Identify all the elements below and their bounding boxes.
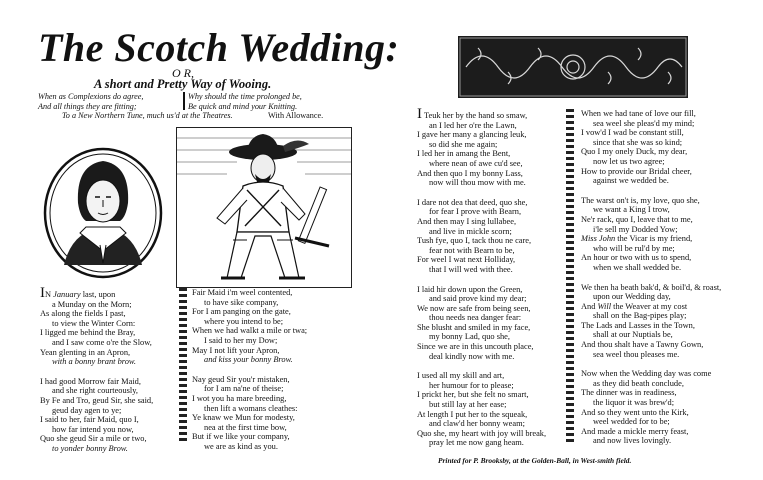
ballad-title: The Scotch Wedding: bbox=[38, 25, 400, 70]
verse-line: who will be rul'd by me; bbox=[593, 243, 675, 253]
cavalier-woodcut bbox=[176, 127, 352, 288]
verse-line: The dinner was in readiness, bbox=[581, 388, 677, 398]
verse-line: Since we are in this uncouth place, bbox=[417, 342, 534, 352]
verse-line: But if we like your company, bbox=[192, 432, 290, 442]
verse-line: I vow'd I wad be constant still, bbox=[581, 128, 684, 138]
stanza-gap bbox=[417, 361, 546, 371]
verse-line: for I am na'ne of theise; bbox=[204, 384, 284, 394]
verse-line: I gave her many a glancing leuk, bbox=[417, 130, 527, 140]
imprint-line: Printed for P. Brooksby, at the Golden-Ball, in West-smith field. bbox=[438, 456, 632, 465]
verse-line: upon our Wedding day, bbox=[593, 292, 671, 302]
verse-line: For I am panging on the gate, bbox=[192, 307, 291, 317]
ballad-subtitle: A short and Pretty Way of Wooing. bbox=[94, 77, 272, 91]
verse-line: When we had tane of love our fill, bbox=[581, 109, 696, 118]
verse-line: We then ha beath bak'd, & boil'd, & roast, bbox=[581, 282, 722, 292]
verse-line: I dare not dea that deed, quo she, bbox=[417, 197, 528, 207]
verse-line: where nean of awe cu'd see, bbox=[429, 158, 523, 168]
verse-line: my bonny Lad, quo she, bbox=[429, 332, 510, 342]
verse-line: her humour for to please; bbox=[429, 380, 514, 390]
verse-line: I had good Morrow fair Maid, bbox=[40, 376, 141, 386]
verse-line: and now lives lovingly. bbox=[593, 436, 672, 446]
verse-line: Fair Maid i'm weel contented, bbox=[192, 288, 293, 297]
verse-line: i'le sell my Dodded Yow; bbox=[593, 224, 678, 234]
verse-line: since that she was so kind; bbox=[593, 137, 683, 147]
verse-line: then lift a womans cleathes: bbox=[204, 403, 298, 413]
verse-line: And so they went unto the Kirk, bbox=[581, 407, 689, 417]
woman-portrait-woodcut bbox=[42, 147, 164, 280]
verse-line: Quo she, my heart with joy will break, bbox=[417, 428, 547, 438]
verse-line: and claw'd her bonny weam; bbox=[429, 419, 525, 429]
verse-line: to have sike company, bbox=[204, 297, 279, 307]
verse-line: to yonder bonny Brow. bbox=[52, 443, 128, 453]
verse-column-2 bbox=[192, 288, 307, 452]
verse-line: shall at our Nuptials be, bbox=[593, 330, 673, 340]
verse-line: and I saw come o're the Slow, bbox=[52, 337, 152, 347]
stanza-gap bbox=[417, 188, 546, 198]
verse-line: to view the Winter Corn: bbox=[52, 318, 136, 328]
verse-line: As along the fields I past, bbox=[40, 309, 126, 319]
verse-line: and she right courteously, bbox=[52, 386, 138, 396]
tune-line: To a New Northern Tune, much us'd at the Theatres. bbox=[62, 111, 233, 120]
verse-line: By Fe and Tro, geud Sir, she said, bbox=[40, 395, 154, 405]
verse-line: sea weel she pleas'd my mind; bbox=[593, 118, 695, 128]
intro-right bbox=[188, 92, 302, 111]
verse-line: For weel I wat next Holliday, bbox=[417, 255, 516, 265]
verse-column-4 bbox=[581, 109, 721, 446]
verse-column-1 bbox=[40, 285, 154, 454]
verse-line: And then quo I my bonny Lass, bbox=[417, 168, 523, 178]
verse-line: The Lads and Lasses in the Town, bbox=[581, 320, 695, 330]
verse-line: May I not lift your Apron, bbox=[192, 345, 280, 355]
verse-line: I said to her, fair Maid, quo I, bbox=[40, 415, 139, 425]
verse-line: Ne'r rack, quo I, leave that to me, bbox=[581, 214, 693, 224]
verse-line: we are as kind as you. bbox=[204, 441, 278, 451]
verse-line: with a bonny brant brow. bbox=[52, 357, 136, 367]
verse-line: we want a King I trow, bbox=[593, 205, 670, 215]
verse-line: I laid hir down upon the Green, bbox=[417, 284, 523, 294]
verse-line: And then may I sing lullabee, bbox=[417, 216, 517, 226]
intro-line: When as Complexions do agree, bbox=[38, 92, 144, 101]
verse-line: The warst on't is, my love, quo she, bbox=[581, 195, 700, 205]
verse-line: Miss John the Vicar is my friend, bbox=[581, 234, 693, 244]
verse-line: I used all my skill and art, bbox=[417, 371, 505, 381]
verse-line: shall on the Bag-pipes play; bbox=[593, 311, 687, 321]
verse-line: I led her in amang the Bent, bbox=[417, 149, 511, 159]
verse-line: Ye knaw we Mun for modesty, bbox=[192, 413, 295, 423]
verse-line: fear not with Bearn to be, bbox=[429, 245, 515, 255]
verse-line: now let us two agree; bbox=[593, 156, 665, 166]
intro-line: And all things they are fitting; bbox=[38, 101, 137, 111]
verse-line: IN January last, upon bbox=[40, 285, 116, 301]
stanza-gap bbox=[581, 273, 721, 283]
verse-line: An hour or two with us to spend, bbox=[581, 253, 692, 263]
verse-line: sea weel thou pleases me. bbox=[593, 349, 680, 359]
allowance-note: With Allowance. bbox=[268, 111, 324, 120]
intro-left bbox=[38, 92, 143, 111]
verse-line: so did she me again; bbox=[429, 139, 498, 149]
verse-column-3 bbox=[417, 106, 547, 448]
verse-line: She blusht and smiled in my face, bbox=[417, 322, 531, 332]
verse-line: and kiss your bonny Brow. bbox=[204, 355, 293, 365]
verse-line: At length I put her to the squeak, bbox=[417, 409, 528, 419]
stanza-gap bbox=[581, 359, 721, 369]
verse-line: Yean glenting in an Apron, bbox=[40, 347, 131, 357]
verse-line: a Munday on the Morn; bbox=[52, 299, 132, 309]
verse-line: an I led her o're the Lawn, bbox=[429, 120, 517, 130]
verse-line: And Will the Weaver at my cost bbox=[581, 301, 688, 311]
decorative-ornament-band bbox=[458, 36, 688, 98]
ornament-divider bbox=[566, 109, 574, 443]
verse-line: How to provide our Bridal cheer, bbox=[581, 166, 692, 176]
verse-line: We now are safe from being seen, bbox=[417, 303, 531, 313]
verse-line: how far intend you now, bbox=[52, 424, 134, 434]
verse-line: when we shall wedded be. bbox=[593, 262, 682, 272]
verse-line: but still lay at her ease; bbox=[429, 400, 507, 410]
or-connector: O R, bbox=[172, 66, 194, 80]
verse-line: Nay geud Sir you'r mistaken, bbox=[192, 374, 290, 384]
verse-line: where you intend to be; bbox=[204, 316, 284, 326]
verse-line: Quo I my onely Duck, my dear, bbox=[581, 147, 688, 157]
verse-line: I ligged me behind the Bray, bbox=[40, 328, 136, 338]
verse-line: for fear I prove with Bearn, bbox=[429, 207, 522, 217]
verse-line: Quo she geud Sir a mile or two, bbox=[40, 434, 147, 444]
verse-line: the liquor it was brew'd; bbox=[593, 398, 675, 408]
verse-line: I Teuk her by the hand so smaw, bbox=[417, 106, 528, 122]
stanza-gap bbox=[192, 365, 307, 375]
verse-line: and live in mickle scorn; bbox=[429, 226, 512, 236]
verse-line: Tush fye, quo I, tack thou ne care, bbox=[417, 236, 532, 246]
stanza-gap bbox=[417, 275, 546, 285]
verse-line: I prickt her, but she felt no smart, bbox=[417, 390, 529, 400]
verse-line: I said to her my Dow; bbox=[204, 335, 278, 345]
verse-line: as they did beath conclude, bbox=[593, 378, 684, 388]
verse-line: And thou shalt have a Tawny Gown, bbox=[581, 340, 704, 350]
verse-line: deal kindly now with me. bbox=[429, 351, 515, 361]
ornament-divider bbox=[179, 288, 187, 444]
intro-line: Be quick and mind your Knitting. bbox=[188, 101, 298, 111]
verse-line: thou needs nea danger fear: bbox=[429, 313, 522, 323]
verse-line: nea at the first time bow, bbox=[204, 422, 287, 432]
verse-line: Now when the Wedding day was come bbox=[581, 369, 712, 379]
intro-line: Why should the time prolonged be, bbox=[188, 92, 302, 101]
verse-line: pray let me now gang heam. bbox=[429, 438, 524, 448]
intro-separator bbox=[183, 92, 185, 110]
verse-line: now will thou mow with me. bbox=[429, 178, 526, 188]
verse-line: geud day agen to ye; bbox=[52, 405, 122, 415]
verse-line: against we wedded be. bbox=[593, 176, 669, 186]
verse-line: When we had walkt a mile or twa; bbox=[192, 326, 308, 336]
stanza-gap bbox=[40, 367, 153, 377]
verse-line: And made a mickle merry feast, bbox=[581, 426, 689, 436]
verse-line: weel wedded for to be; bbox=[593, 417, 670, 427]
verse-line: I wot you ha mare breeding, bbox=[192, 393, 287, 403]
verse-line: that I will wed with thee. bbox=[429, 264, 513, 274]
verse-line: and said prove kind my dear; bbox=[429, 294, 527, 304]
stanza-gap bbox=[581, 186, 721, 196]
